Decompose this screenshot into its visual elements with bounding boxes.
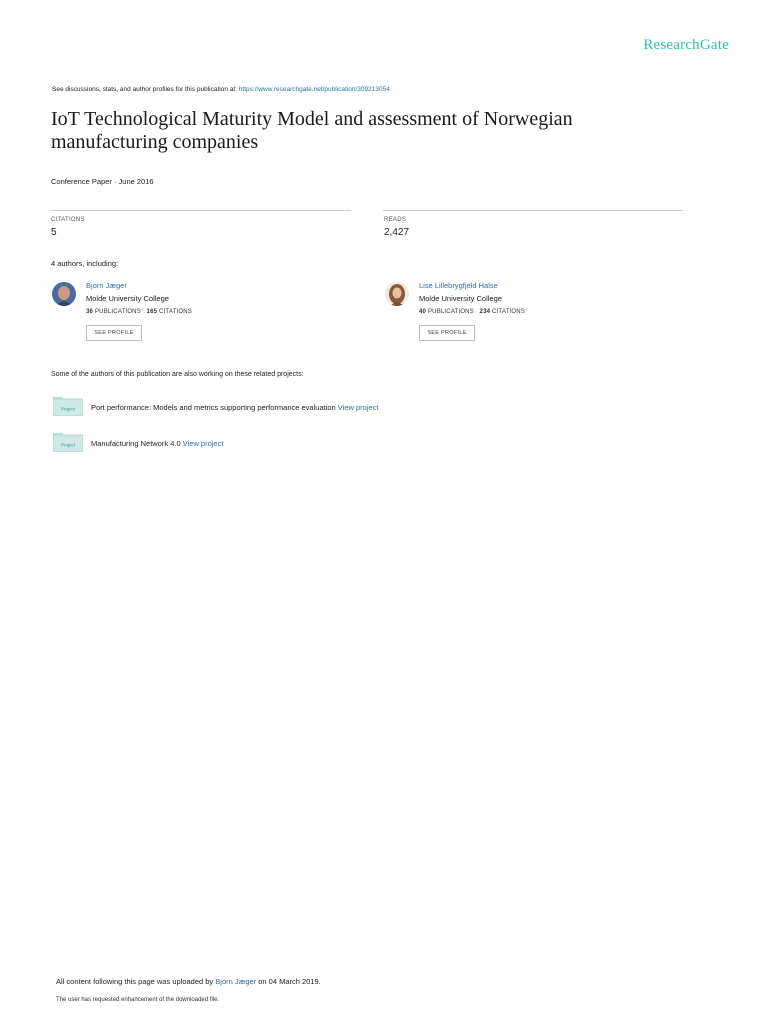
paper-title: IoT Technological Maturity Model and assessment of Norwegian manufacturing companies bbox=[51, 108, 573, 153]
avatar-photo-icon bbox=[52, 282, 76, 306]
upload-note bbox=[56, 977, 321, 986]
author-affiliation: Molde University College bbox=[419, 294, 502, 303]
author-name-link[interactable]: Bjorn Jæger bbox=[86, 281, 127, 290]
publications-count: 40 bbox=[419, 309, 427, 315]
avatar-lise-halse[interactable] bbox=[385, 282, 409, 306]
see-profile-button[interactable]: SEE PROFILE bbox=[419, 325, 475, 341]
citations-value: 5 bbox=[51, 227, 57, 238]
reads-label: READS bbox=[384, 217, 407, 223]
citations-count: 165 bbox=[146, 309, 158, 315]
uploader-link[interactable]: Bjorn Jæger bbox=[215, 977, 257, 986]
enhancement-note: The user has requested enhancement of the downloaded file. bbox=[56, 997, 220, 1003]
upload-prefix: All content following this page was uploaded by bbox=[56, 977, 216, 986]
view-project-link[interactable]: View project bbox=[182, 439, 224, 448]
discussion-line bbox=[52, 86, 390, 93]
see-profile-button[interactable]: SEE PROFILE bbox=[86, 325, 142, 341]
related-projects-heading: Some of the authors of this publication are also working on these related projects: bbox=[51, 371, 304, 378]
upload-suffix: on 04 March 2019. bbox=[256, 977, 321, 986]
project-folder-icon[interactable] bbox=[53, 432, 83, 452]
citations-count: 234 bbox=[479, 309, 491, 315]
authors-heading: 4 authors, including: bbox=[51, 259, 119, 268]
project-folder-icon[interactable] bbox=[53, 396, 83, 416]
author-affiliation: Molde University College bbox=[86, 294, 169, 303]
avatar-bjorn-jaeger[interactable] bbox=[52, 282, 76, 306]
project-icon-label: Project bbox=[60, 406, 76, 412]
citations-label: CITATIONS bbox=[51, 217, 85, 223]
project-item bbox=[91, 439, 223, 448]
publications-count: 36 bbox=[86, 309, 94, 315]
project-title: Port performance: Models and metrics supporting performance evaluation bbox=[91, 403, 338, 412]
reads-value: 2,427 bbox=[384, 227, 410, 238]
author-stats bbox=[419, 309, 525, 315]
publications-label: PUBLICATIONS bbox=[427, 309, 474, 315]
citations-label: CITATIONS bbox=[159, 309, 192, 315]
discussion-text: See discussions, stats, and author profiles for this publication at: bbox=[52, 86, 239, 93]
publication-url-link[interactable]: https://www.researchgate.net/publication/309213054 bbox=[238, 86, 390, 93]
project-title: Manufacturing Network 4.0 bbox=[91, 439, 183, 448]
avatar-photo-icon bbox=[385, 282, 409, 306]
researchgate-logo[interactable]: ResearchGate bbox=[643, 37, 729, 53]
reads-divider bbox=[383, 210, 683, 211]
project-icon-label: Project bbox=[60, 442, 76, 448]
author-stats bbox=[86, 309, 192, 315]
publications-label: PUBLICATIONS bbox=[94, 309, 141, 315]
publication-meta: Conference Paper · June 2016 bbox=[51, 177, 154, 186]
citations-divider bbox=[51, 210, 351, 211]
view-project-link[interactable]: View project bbox=[337, 403, 379, 412]
author-name-link[interactable]: Lise Lillebrygfjeld Halse bbox=[419, 281, 498, 290]
project-item bbox=[91, 403, 379, 412]
citations-label: CITATIONS bbox=[492, 309, 525, 315]
